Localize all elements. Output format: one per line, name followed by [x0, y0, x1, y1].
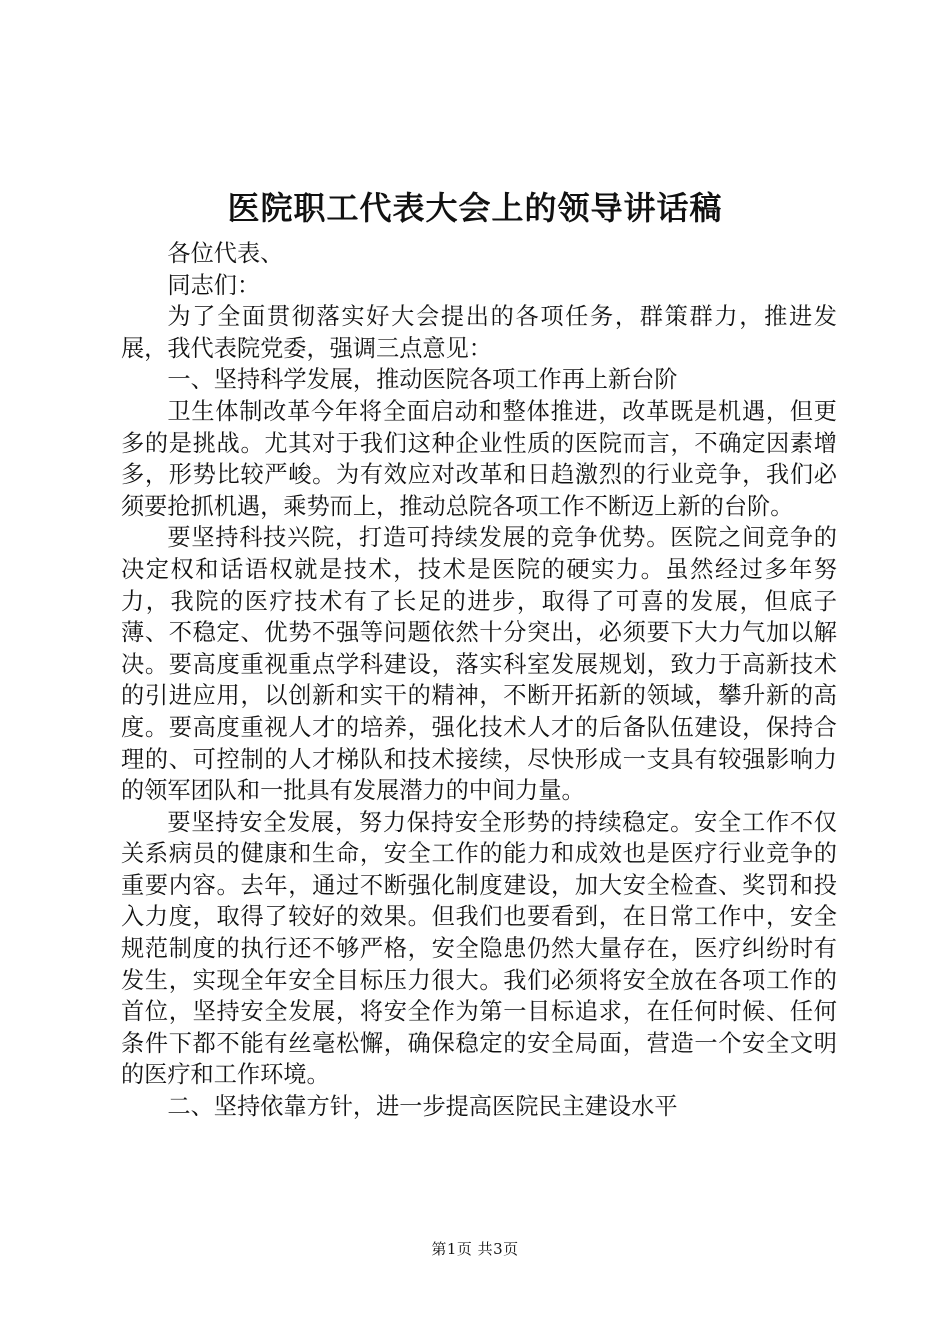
section-heading-2: 二、坚持依靠方针，进一步提高医院民主建设水平	[167, 1093, 678, 1121]
document-body	[121, 238, 837, 1123]
body-paragraph-1: 卫生体制改革今年将全面启动和整体推进，改革既是机遇，但更多的是挑战。尤其对于我们这种企业性质的医院而言，不确定因素增多，形势比较严峻。为有效应对改革和日趋激烈的行业竞争，我们必须要抢抓机遇，乘势而上，推动总院各项工作不断迈上新的台阶。	[121, 397, 837, 520]
body-paragraph-3: 要坚持安全发展，努力保持安全形势的持续稳定。安全工作不仅关系病员的健康和生命，安全工作的能力和成效也是医疗行业竞争的重要内容。去年，通过不断强化制度建设，加大安全检查、奖罚和投入力度，取得了较好的效果。但我们也要看到，在日常工作中，安全规范制度的执行还不够严格，安全隐患仍然大量存在，医疗纠纷时有发生，实现全年安全目标压力很大。我们必须将安全放在各项工作的首位，坚持安全发展，将安全作为第一目标追求，在任何时候、任何条件下都不能有丝毫松懈，确保稳定的安全局面，营造一个安全文明的医疗和工作环境。	[121, 808, 837, 1089]
section-heading-1: 一、坚持科学发展，推动医院各项工作再上新台阶	[167, 366, 678, 394]
body-paragraph-2: 要坚持科技兴院，打造可持续发展的竞争优势。医院之间竞争的决定权和话语权就是技术，技术是医院的硬实力。虽然经过多年努力，我院的医疗技术有了长足的进步，取得了可喜的发展，但底子薄、不稳定、优势不强等问题依然十分突出，必须要下大力气加以解决。要高度重视重点学科建设，落实科室发展规划，致力于高新技术的引进应用，以创新和实干的精神，不断开拓新的领域，攀升新的高度。要高度重视人才的培养，强化技术人才的后备队伍建设，保持合理的、可控制的人才梯队和技术接续，尽快形成一支具有较强影响力的领军团队和一批具有发展潜力的中间力量。	[121, 524, 837, 805]
salutation-line-1: 各位代表、	[167, 240, 284, 267]
document-title: 医院职工代表大会上的领导讲话稿	[227, 189, 723, 227]
intro-paragraph: 为了全面贯彻落实好大会提出的各项任务，群策群力，推进发展，我代表院党委，强调三点意见：	[121, 303, 837, 362]
salutation-line-2: 同志们：	[167, 271, 261, 299]
page-footer: 第1页 共3页	[431, 1240, 519, 1258]
